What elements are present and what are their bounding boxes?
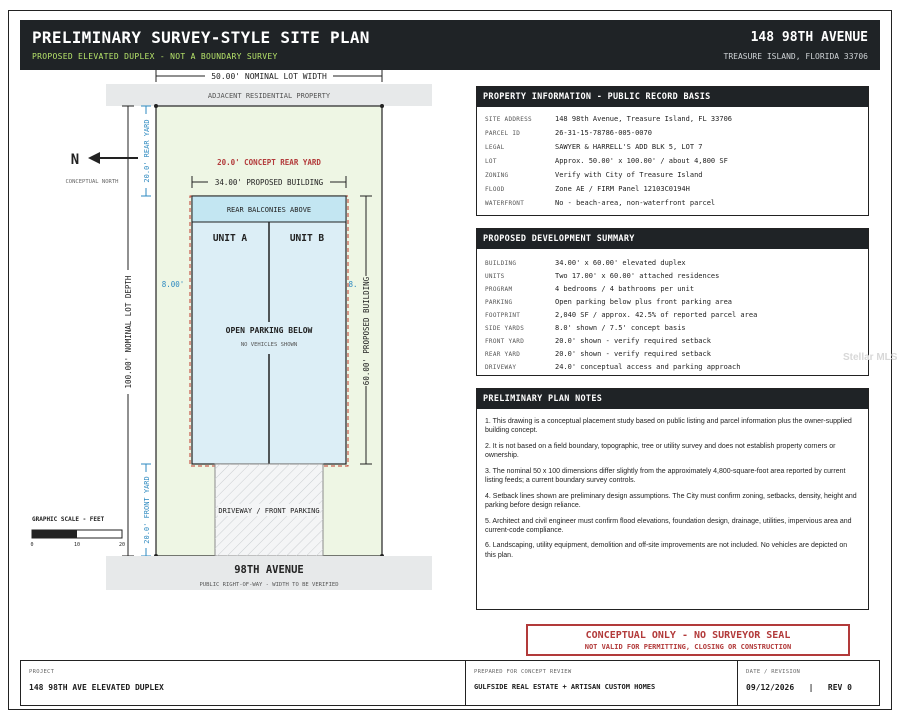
development-key: UNITS bbox=[485, 273, 505, 280]
development-value: 20.0' shown - verify required setback bbox=[555, 337, 711, 345]
development-value: 24.0' conceptual access and parking approach bbox=[555, 363, 741, 371]
street-label: 98TH AVENUE bbox=[234, 564, 304, 576]
development-row bbox=[485, 298, 862, 306]
lot-width-label: 50.00' NOMINAL LOT WIDTH bbox=[211, 72, 327, 81]
no-vehicles-label: NO VEHICLES SHOWN bbox=[240, 342, 298, 348]
note-item: 1. This drawing is a conceptual placement study based on public listing and parcel information plus the owner-supplied building concept. bbox=[485, 418, 852, 435]
development-value: Two 17.00' x 60.00' attached residences bbox=[555, 272, 720, 280]
project-value: 148 98TH AVE ELEVATED DUPLEX bbox=[29, 683, 164, 692]
property-value: Zone AE / FIRM Panel 12103C0194H bbox=[555, 185, 690, 193]
development-row bbox=[485, 337, 862, 345]
unit-a-label: UNIT A bbox=[212, 233, 248, 244]
project-label: PROJECT bbox=[29, 669, 55, 675]
development-value: 34.00' x 60.00' elevated duplex bbox=[555, 259, 686, 267]
north-caption: CONCEPTUAL NORTH bbox=[65, 179, 119, 185]
unit-b-label: UNIT B bbox=[289, 233, 325, 244]
conceptual-warning-stamp bbox=[526, 624, 850, 656]
note-item: 3. The nominal 50 x 100 dimensions differ slightly from the approximately 4,800-square-foot area reported by current listing feeds; a current boundary survey controls. bbox=[485, 467, 846, 485]
warning-line-1: CONCEPTUAL ONLY - NO SURVEYOR SEAL bbox=[585, 630, 791, 641]
development-key: SIDE YARDS bbox=[485, 325, 525, 332]
development-key: PROGRAM bbox=[485, 286, 513, 293]
building-width-label: 34.00' PROPOSED BUILDING bbox=[214, 178, 324, 187]
property-info-panel bbox=[476, 86, 869, 216]
scale-tick-10: 10 bbox=[73, 542, 81, 548]
title-block-prepared bbox=[466, 661, 738, 705]
site-plan-drawing bbox=[0, 70, 450, 630]
driveway-label: DRIVEWAY / FRONT PARKING bbox=[218, 507, 320, 515]
development-value: 2,040 SF / approx. 42.5% of reported parcel area bbox=[555, 311, 758, 319]
front-yard-label: 20.0' FRONT YARD bbox=[143, 476, 151, 544]
development-key: FRONT YARD bbox=[485, 338, 525, 345]
watermark: Stellar MLS bbox=[843, 352, 898, 363]
property-value: Verify with City of Treasure Island bbox=[555, 171, 703, 179]
header-city: TREASURE ISLAND, FLORIDA 33706 bbox=[723, 52, 868, 61]
development-summary-panel bbox=[476, 228, 869, 376]
row-label: PUBLIC RIGHT-OF-WAY - WIDTH TO BE VERIFIED bbox=[199, 582, 339, 588]
development-key: PARKING bbox=[485, 299, 513, 306]
page-subtitle: PROPOSED ELEVATED DUPLEX - NOT A BOUNDARY SURVEY bbox=[32, 52, 278, 61]
property-value: SAWYER & HARRELL'S ADD BLK 5, LOT 7 bbox=[555, 143, 703, 151]
rear-yard-side-label: 20.0' REAR YARD bbox=[143, 119, 151, 183]
balconies-label: REAR BALCONIES ABOVE bbox=[226, 206, 312, 214]
development-summary-title: PROPOSED DEVELOPMENT SUMMARY bbox=[477, 229, 868, 249]
property-key: LOT bbox=[485, 158, 497, 165]
development-row bbox=[485, 285, 862, 293]
development-value: 20.0' shown - verify required setback bbox=[555, 350, 711, 358]
plan-notes-title: PRELIMINARY PLAN NOTES bbox=[477, 389, 868, 409]
development-key: BUILDING bbox=[485, 260, 517, 267]
property-row bbox=[485, 171, 862, 179]
property-key: PARCEL ID bbox=[485, 130, 521, 137]
adjacent-property-label: ADJACENT RESIDENTIAL PROPERTY bbox=[207, 92, 331, 100]
property-row bbox=[485, 185, 862, 193]
property-row bbox=[485, 115, 862, 123]
side-yard-right-label: 8. bbox=[348, 280, 358, 289]
development-value: 4 bedrooms / 4 bathrooms per unit bbox=[555, 285, 695, 293]
property-row bbox=[485, 157, 862, 165]
prepared-label: PREPARED FOR CONCEPT REVIEW bbox=[474, 669, 572, 675]
development-row bbox=[485, 272, 862, 280]
prepared-value: GULFSIDE REAL ESTATE + ARTISAN CUSTOM HOMES bbox=[474, 683, 656, 691]
building-depth-label: 60.00' PROPOSED BUILDING bbox=[362, 276, 371, 386]
development-row bbox=[485, 311, 862, 319]
note-item: 4. Setback lines shown are preliminary design assumptions. The City must confirm zoning, setbacks, density, height and parking before design reliance. bbox=[485, 492, 857, 510]
header-address: 148 98TH AVENUE bbox=[750, 30, 868, 45]
property-key: LEGAL bbox=[485, 144, 505, 151]
property-key: WATERFRONT bbox=[485, 200, 525, 207]
side-yard-left-label: 8.00' bbox=[161, 280, 185, 289]
rear-yard-concept-label: 20.0' CONCEPT REAR YARD bbox=[217, 158, 321, 167]
north-letter: N bbox=[70, 152, 80, 168]
title-block bbox=[20, 660, 880, 706]
development-row bbox=[485, 350, 862, 358]
development-key: DRIVEWAY bbox=[485, 364, 517, 371]
open-parking-label: OPEN PARKING BELOW bbox=[225, 326, 313, 335]
property-info-title: PROPERTY INFORMATION - PUBLIC RECORD BASIS bbox=[477, 87, 868, 107]
development-value: 8.0' shown / 7.5' concept basis bbox=[555, 324, 686, 332]
property-value: 26-31-15-78786-005-0070 bbox=[555, 129, 652, 137]
development-key: REAR YARD bbox=[485, 351, 521, 358]
development-key: FOOTPRINT bbox=[485, 312, 521, 319]
north-arrowhead bbox=[88, 152, 100, 164]
scale-tick-20: 20 bbox=[118, 542, 126, 548]
title-block-project bbox=[21, 661, 466, 705]
property-value: Approx. 50.00' x 100.00' / about 4,800 SF bbox=[555, 157, 728, 165]
property-key: FLOOD bbox=[485, 186, 505, 193]
page-title: PRELIMINARY SURVEY-STYLE SITE PLAN bbox=[32, 28, 370, 47]
property-row bbox=[485, 143, 862, 151]
property-value: No - beach-area, non-waterfront parcel bbox=[555, 199, 716, 207]
note-item: 2. It is not based on a field boundary, topographic, tree or utility survey and does not establish property corners or ownership. bbox=[485, 442, 836, 460]
property-key: SITE ADDRESS bbox=[485, 116, 532, 123]
notes-list bbox=[477, 409, 868, 560]
header-bar bbox=[20, 20, 880, 70]
note-item: 6. Landscaping, utility equipment, demolition and off-site improvements are not included. No vehicles are depicted on this plan. bbox=[485, 542, 848, 559]
development-row bbox=[485, 324, 862, 332]
scale-title: GRAPHIC SCALE - FEET bbox=[32, 516, 105, 523]
note-item: 5. Architect and civil engineer must confirm flood elevations, foundation design, drainage, utilities, impervious area and current-code compliance. bbox=[485, 517, 852, 534]
lot-depth-label: 100.00' NOMINAL LOT DEPTH bbox=[124, 275, 133, 389]
date-label: DATE / REVISION bbox=[746, 669, 801, 675]
property-key: ZONING bbox=[485, 172, 509, 179]
property-row bbox=[485, 129, 862, 137]
development-value: Open parking below plus front parking area bbox=[555, 298, 733, 306]
title-block-date bbox=[738, 661, 879, 705]
warning-line-2: NOT VALID FOR PERMITTING, CLOSING OR CONSTRUCTION bbox=[584, 643, 792, 651]
plan-notes-panel bbox=[476, 388, 869, 610]
scale-tick-0: 0 bbox=[30, 542, 34, 548]
property-row bbox=[485, 199, 862, 207]
date-value: 09/12/2026 | REV 0 bbox=[746, 683, 852, 692]
development-row bbox=[485, 363, 862, 371]
property-value: 148 98th Avenue, Treasure Island, FL 33706 bbox=[555, 115, 733, 123]
development-row bbox=[485, 259, 862, 267]
